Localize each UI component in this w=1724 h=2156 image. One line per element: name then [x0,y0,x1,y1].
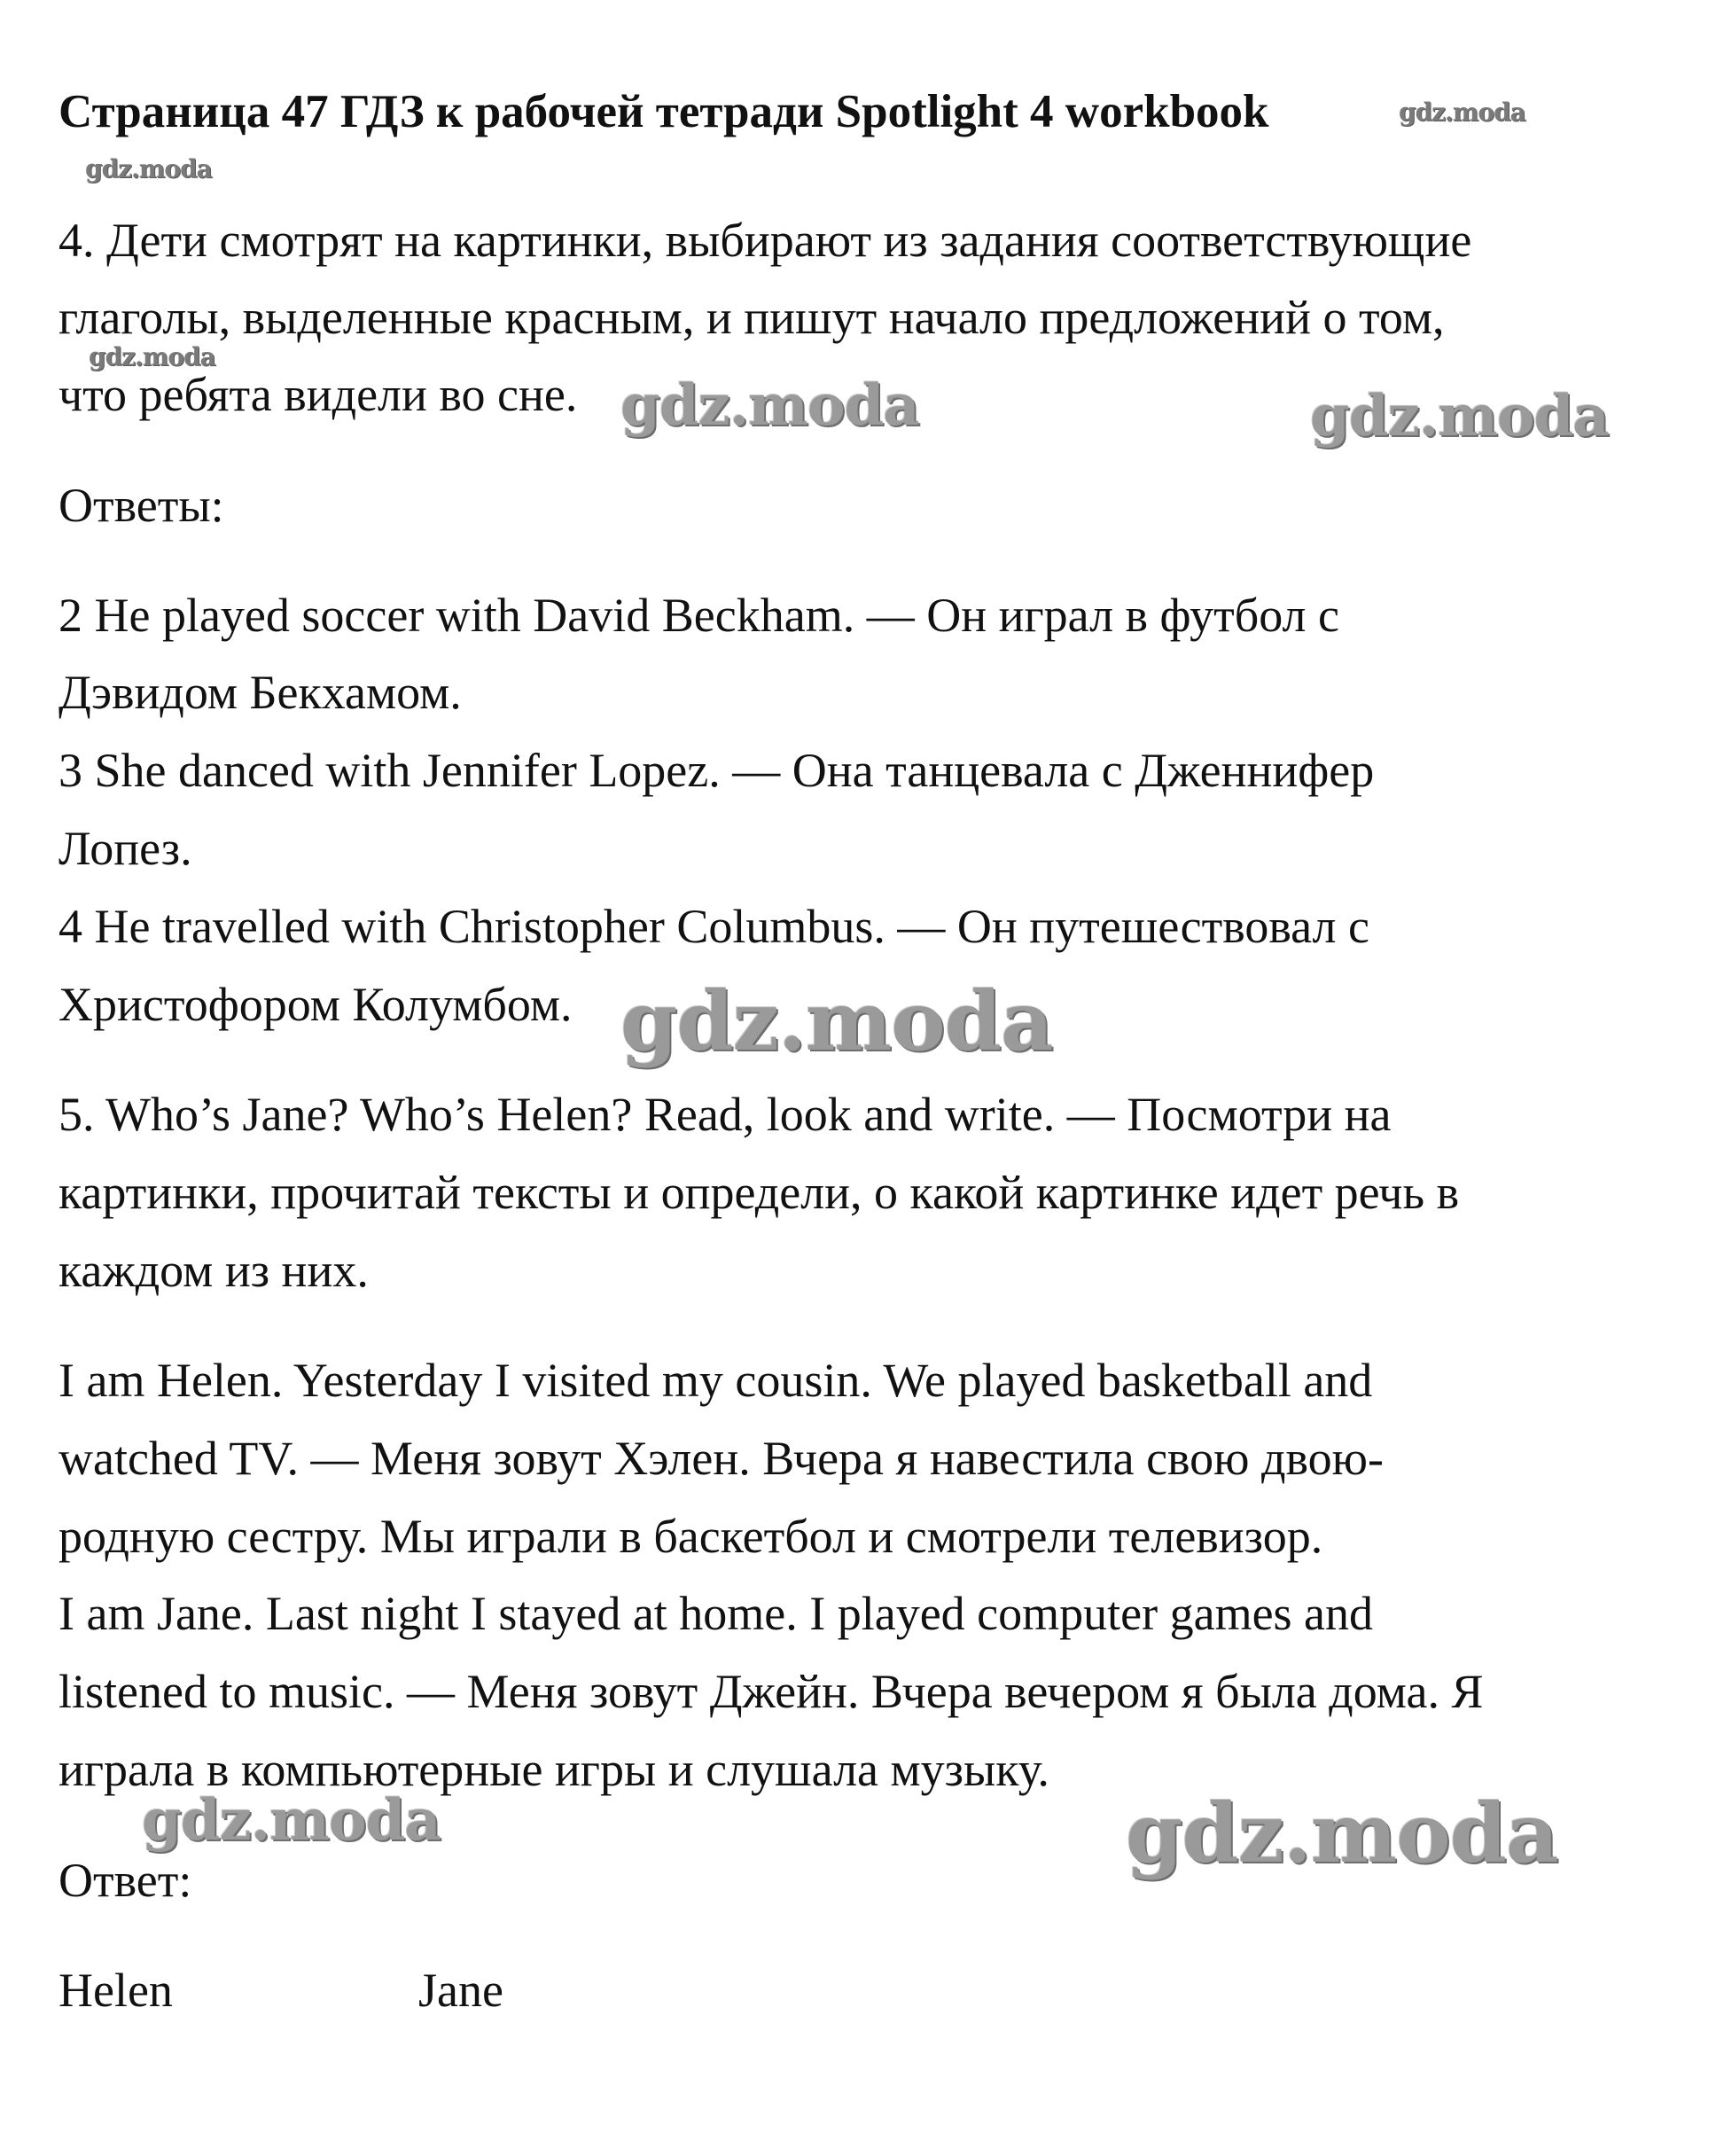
watermark: gdz.moda [89,342,215,371]
task5-line: 5. Who’s Jane? Who’s Helen? Read, look and write. — Посмотри на [59,1088,1392,1141]
answer-line: 4 He travelled with Christopher Columbus. — Он путешествовал с [59,900,1369,953]
watermark: gdz.moda [620,372,919,439]
task4-line: что ребята видели во сне. [59,368,578,421]
answer-line: 2 He played soccer with David Beckham. — Он играл в футбол с [59,589,1339,642]
answer-jane: Jane [418,1964,503,2017]
answer-line: Христофором Колумбом. [59,978,573,1031]
task4-line: глаголы, выделенные красным, и пишут начало предложений о том, [59,291,1445,344]
text-line: I am Helen. Yesterday I visited my cousin. We played basketball and [59,1354,1373,1407]
answer-label: Ответ: [59,1854,192,1907]
task4-line: 4. Дети смотрят на картинки, выбирают из задания соответствующие [59,214,1472,267]
watermark: gdz.moda [1310,383,1609,449]
answer-line: Лопез. [59,822,192,875]
page-title: Страница 47 ГДЗ к рабочей тетради Spotlight 4 workbook [59,86,1269,137]
answer-line: 3 She danced with Jennifer Lopez. — Она танцевала с Дженнифер [59,744,1375,797]
text-line: играла в компьютерные игры и слушала музыку. [59,1743,1049,1796]
watermark: gdz.moda [1126,1785,1558,1881]
task5-line: картинки, прочитай тексты и определи, о какой картинке идет речь в [59,1166,1460,1219]
answer-line: Дэвидом Бекхамом. [59,666,462,719]
watermark: gdz.moda [620,973,1053,1069]
watermark: gdz.moda [1399,98,1525,127]
text-line: родную сестру. Мы играли в баскетбол и смотрели телевизор. [59,1510,1323,1563]
answer-helen: Helen [59,1964,173,2017]
watermark: gdz.moda [142,1787,441,1854]
task5-line: каждом из них. [59,1244,369,1297]
text-line: I am Jane. Last night I stayed at home. I played computer games and [59,1587,1374,1640]
text-line: listened to music. — Меня зовут Джейн. Вчера вечером я была дома. Я [59,1665,1484,1718]
text-line: watched TV. — Меня зовут Хэлен. Вчера я навестила свою двою- [59,1432,1384,1485]
answers-label: Ответы: [59,479,224,532]
watermark: gdz.moda [85,154,212,184]
